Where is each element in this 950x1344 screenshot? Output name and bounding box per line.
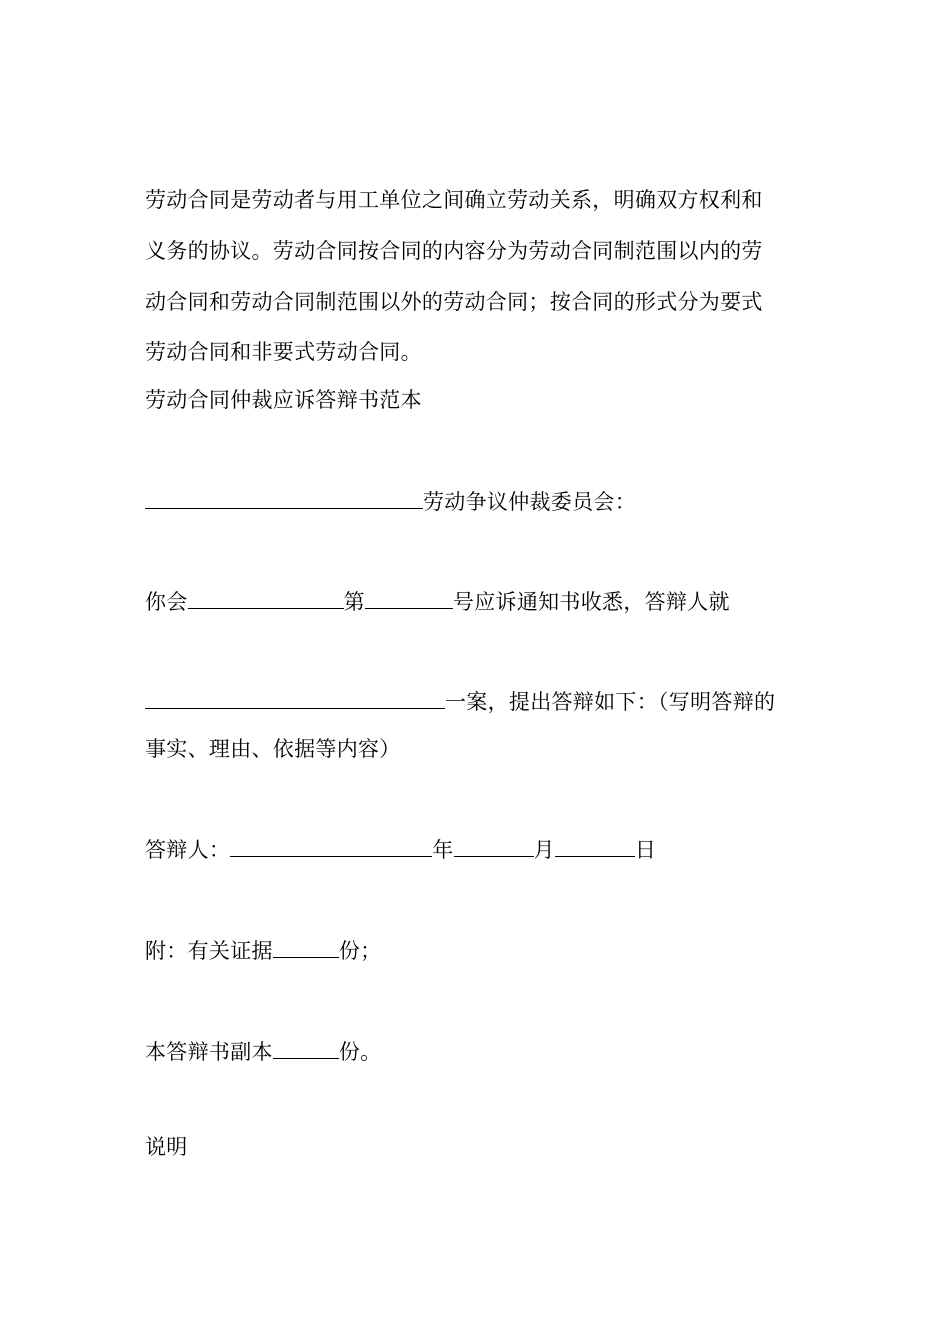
copies-unit: 份。 [338,1040,382,1064]
signature-day-blank[interactable] [555,834,635,857]
notice-year-blank[interactable] [188,586,344,609]
attachment-unit: 份； [338,939,382,963]
intro-line-1: 劳动合同是劳动者与用工单位之间确立劳动关系，明确双方权利和 [145,188,763,212]
intro-line-3: 动合同和劳动合同制范围以外的劳动合同；按合同的形式分为要式 [145,290,763,314]
case-line-2: 事实、理由、依据等内容） [145,737,401,761]
notice-number-blank[interactable] [365,586,453,609]
signature-month-blank[interactable] [454,834,534,857]
addressee-line [145,486,636,517]
case-part-1: 一案，提出答辩如下：（写明答辩的 [445,690,776,714]
case-line-1 [145,686,775,717]
committee-name-blank[interactable] [145,486,423,509]
copies-line [145,1036,381,1067]
signature-month: 月 [533,838,555,862]
copies-label: 本答辩书副本 [145,1040,273,1064]
signature-line [145,834,656,865]
addressee-suffix: 劳动争议仲裁委员会： [423,490,636,514]
signature-year: 年 [432,838,454,862]
notice-part-2: 第 [343,590,365,614]
intro-line-4: 劳动合同和非要式劳动合同。 [145,340,422,364]
explanation-heading: 说明 [145,1135,188,1159]
signature-label: 答辩人： [145,838,231,862]
signature-day: 日 [634,838,657,862]
attachment-label: 附：有关证据 [145,939,273,963]
intro-line-2: 义务的协议。劳动合同按合同的内容分为劳动合同制范围以内的劳 [145,239,763,263]
notice-line [145,586,730,617]
document-title: 劳动合同仲裁应诉答辩书范本 [145,388,422,412]
copies-count-blank[interactable] [273,1036,339,1059]
evidence-count-blank[interactable] [273,935,339,958]
notice-part-3: 号应诉通知书收悉，答辩人就 [452,590,730,614]
case-name-blank[interactable] [145,686,445,709]
notice-part-1: 你会 [145,590,188,614]
attachment-line [145,935,381,966]
signature-name-blank[interactable] [230,834,432,857]
